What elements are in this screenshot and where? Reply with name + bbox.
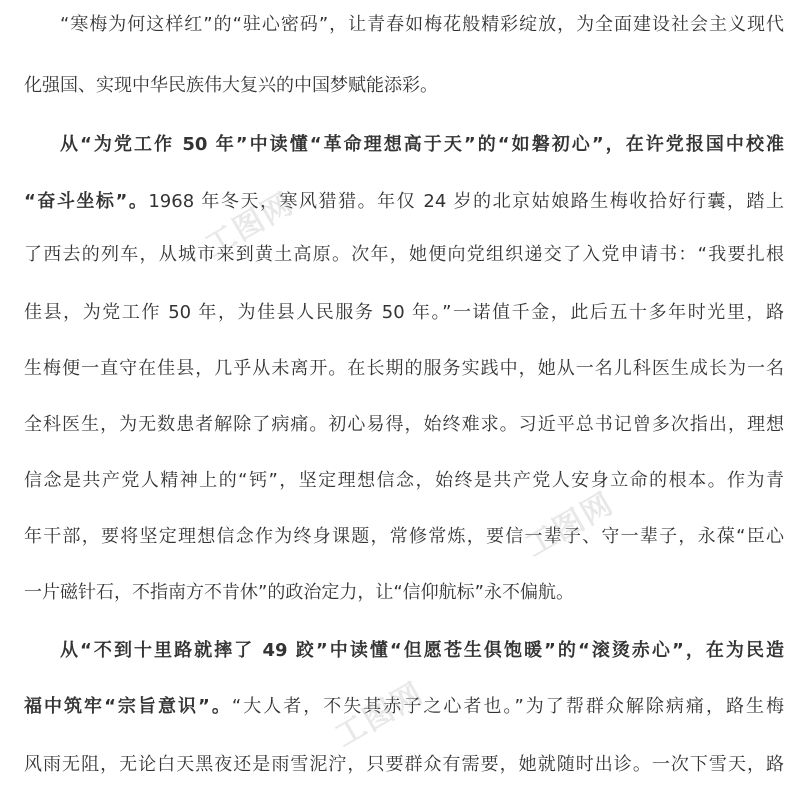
line-text: 化强国、实现中华民族伟大复兴的中国梦赋能添彩。 xyxy=(24,75,438,96)
line-text: 风雨无阻，无论白天黑夜还是雨雪泥泞，只要群众有需要，她就随时出诊。一次下雪天，路 xyxy=(24,754,784,775)
watermark-stamp: 工图网 xyxy=(519,485,621,565)
bold-lead: 从“不到十里路就摔了 49 跤”中读懂“但愿苍生俱饱暖”的“滚烫赤心”，在为民造 xyxy=(60,640,784,661)
text-line xyxy=(24,466,784,496)
text-line xyxy=(24,522,784,552)
watermark-stamp: 工图网 xyxy=(199,185,301,265)
watermark-stamp: 工图网 xyxy=(329,675,431,755)
line-text: 佳县，为党工作 50 年，为佳县人民服务 50 年。”一诺值千金，此后五十多年时光里，路 xyxy=(24,302,784,323)
text-line xyxy=(24,354,784,384)
line-text: “大人者，不失其赤子之心者也。”为了帮群众解除病痛，路生梅 xyxy=(231,696,784,717)
text-line xyxy=(60,636,784,666)
text-line xyxy=(60,10,784,40)
text-line xyxy=(24,298,784,328)
text-line xyxy=(24,240,784,270)
text-line xyxy=(24,410,784,440)
text-line xyxy=(24,71,784,101)
line-text: 1968 年冬天，寒风猎猎。年仅 24 岁的北京姑娘路生梅收拾好行囊，踏上 xyxy=(148,191,784,212)
text-line xyxy=(24,750,784,780)
line-text: 全科医生，为无数患者解除了病痛。初心易得，始终难求。习近平总书记曾多次指出，理想 xyxy=(24,414,784,435)
bold-lead: 从“为党工作 50 年”中读懂“革命理想高于天”的“如磐初心”，在许党报国中校准 xyxy=(60,134,784,155)
bold-lead: 福中筑牢“宗旨意识”。 xyxy=(24,696,232,717)
line-text: 年干部，要将坚定理想信念作为终身课题，常修常炼，要信一辈子、守一辈子，永葆“臣心 xyxy=(24,526,784,547)
line-text: 生梅便一直守在佳县，几乎从未离开。在长期的服务实践中，她从一名儿科医生成长为一名 xyxy=(24,358,784,379)
bold-lead: “奋斗坐标”。 xyxy=(24,191,149,212)
text-line xyxy=(24,578,784,608)
line-text: “寒梅为何这样红”的“驻心密码”，让青春如梅花般精彩绽放，为全面建设社会主义现代 xyxy=(60,14,784,35)
text-line xyxy=(60,130,784,160)
line-text: 信念是共产党人精神上的“钙”，坚定理想信念，始终是共产党人安身立命的根本。作为青 xyxy=(24,470,784,491)
text-line xyxy=(24,692,784,722)
line-text: 一片磁针石，不指南方不肯休”的政治定力，让“信仰航标”永不偏航。 xyxy=(24,582,574,603)
text-line xyxy=(24,187,784,217)
line-text: 了西去的列车，从城市来到黄土高原。次年，她便向党组织递交了入党申请书：“我要扎根 xyxy=(24,244,784,265)
